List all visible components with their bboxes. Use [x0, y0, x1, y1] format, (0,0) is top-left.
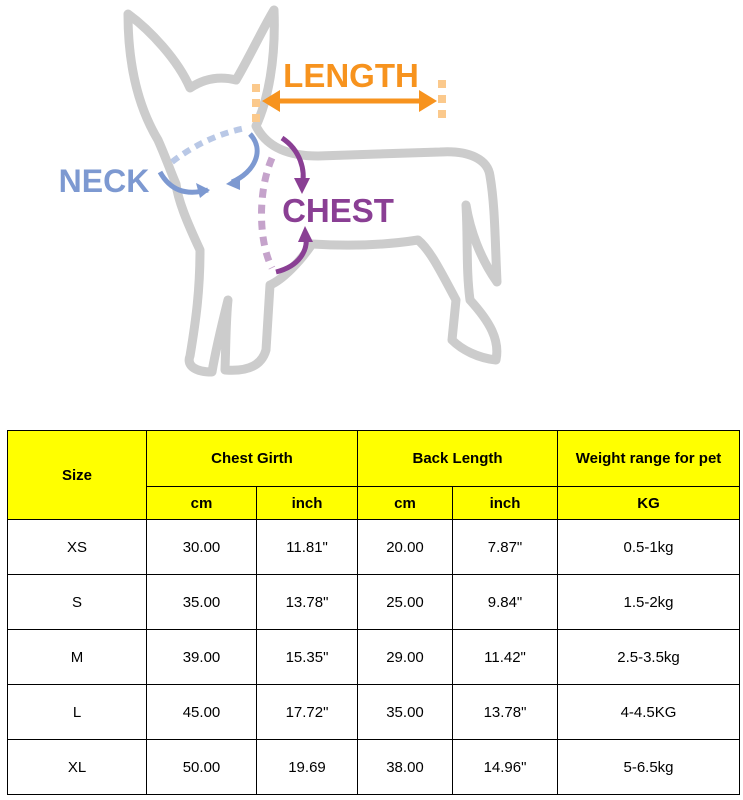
cell-size: L [8, 685, 147, 740]
cell-chest-inch: 11.81" [257, 520, 358, 575]
header-chest-inch: inch [257, 487, 358, 520]
cell-weight: 2.5-3.5kg [558, 630, 740, 685]
length-measure [256, 57, 442, 124]
cell-weight: 0.5-1kg [558, 520, 740, 575]
table-row [8, 520, 740, 575]
cell-back-inch: 14.96" [453, 740, 558, 795]
header-back-inch: inch [453, 487, 558, 520]
cell-size: XS [8, 520, 147, 575]
header-weight-range: Weight range for pet [558, 431, 740, 487]
cell-back-cm: 20.00 [358, 520, 453, 575]
cell-chest-cm: 39.00 [147, 630, 257, 685]
cell-size: M [8, 630, 147, 685]
table-row [8, 630, 740, 685]
cell-back-inch: 13.78" [453, 685, 558, 740]
cell-chest-cm: 50.00 [147, 740, 257, 795]
cell-back-inch: 7.87" [453, 520, 558, 575]
cell-weight: 1.5-2kg [558, 575, 740, 630]
header-chest-girth: Chest Girth [147, 431, 358, 487]
cell-weight: 5-6.5kg [558, 740, 740, 795]
cell-back-inch: 11.42" [453, 630, 558, 685]
table-row [8, 575, 740, 630]
cell-back-cm: 38.00 [358, 740, 453, 795]
cell-chest-inch: 19.69 [257, 740, 358, 795]
length-label: LENGTH [283, 57, 419, 94]
cell-back-cm: 29.00 [358, 630, 453, 685]
cell-back-cm: 25.00 [358, 575, 453, 630]
header-back-cm: cm [358, 487, 453, 520]
cell-back-cm: 35.00 [358, 685, 453, 740]
header-size: Size [8, 431, 147, 520]
table-row [8, 740, 740, 795]
cell-size: S [8, 575, 147, 630]
header-weight-kg: KG [558, 487, 740, 520]
cell-chest-inch: 13.78" [257, 575, 358, 630]
cell-chest-cm: 35.00 [147, 575, 257, 630]
cell-chest-cm: 45.00 [147, 685, 257, 740]
chest-label: CHEST [282, 192, 394, 229]
header-chest-cm: cm [147, 487, 257, 520]
cell-weight: 4-4.5KG [558, 685, 740, 740]
header-back-length: Back Length [358, 431, 558, 487]
cell-chest-cm: 30.00 [147, 520, 257, 575]
size-chart-table [7, 430, 740, 795]
cell-size: XL [8, 740, 147, 795]
cell-chest-inch: 17.72" [257, 685, 358, 740]
table-row [8, 685, 740, 740]
cell-back-inch: 9.84" [453, 575, 558, 630]
cell-chest-inch: 15.35" [257, 630, 358, 685]
neck-label: NECK [58, 163, 150, 199]
